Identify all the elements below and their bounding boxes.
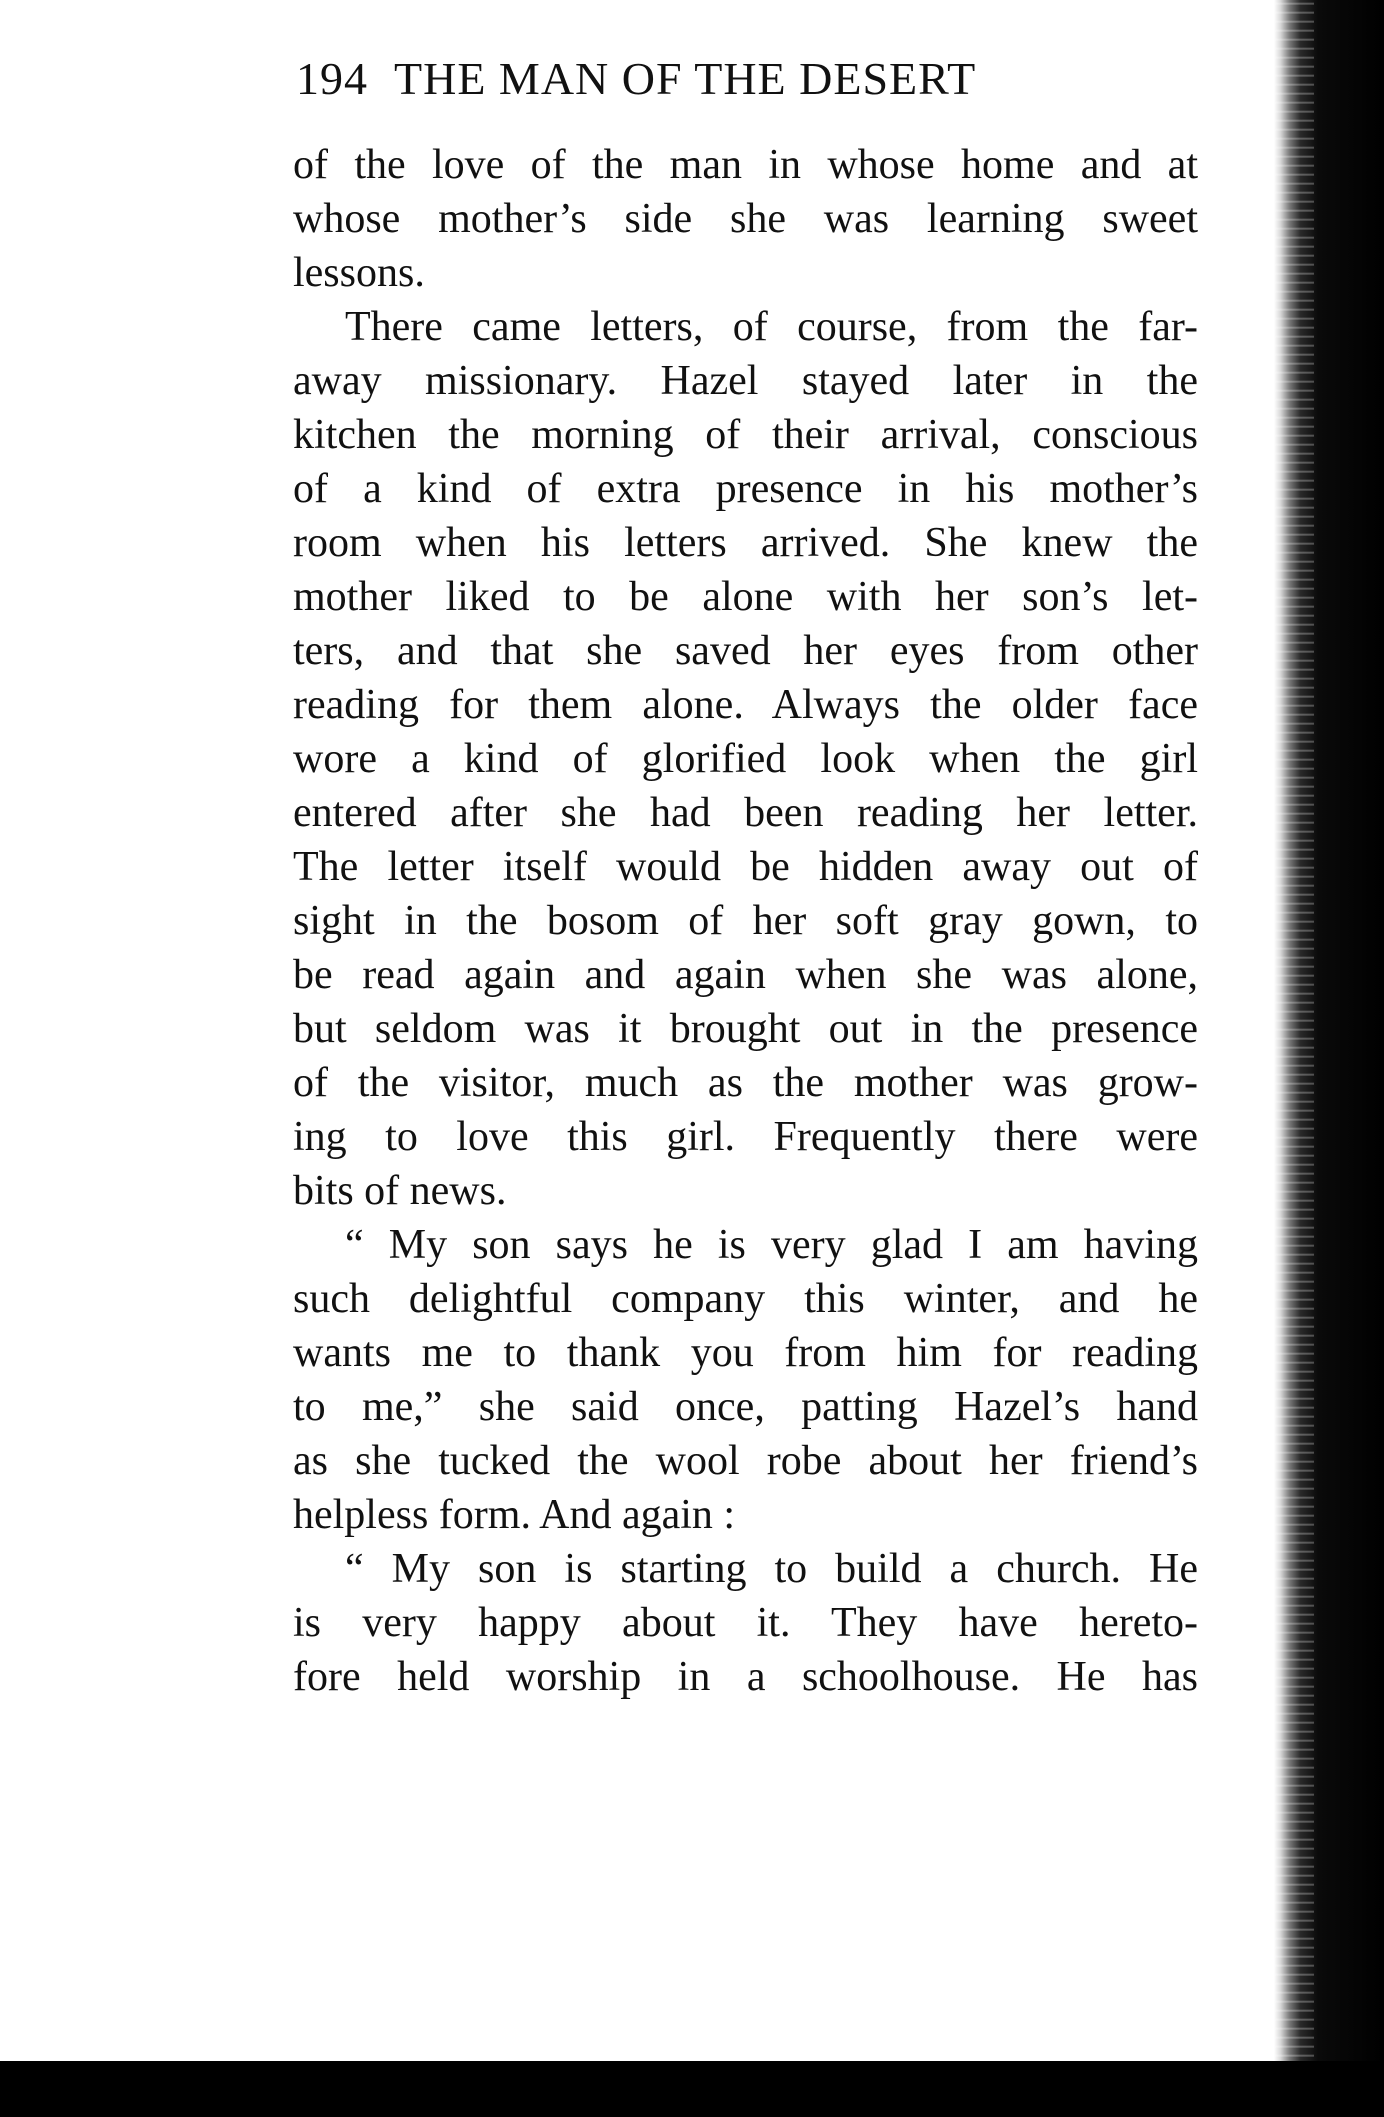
text-line: wants me to thank you from him for reading xyxy=(293,1330,1198,1376)
text-line: of the visitor, much as the mother was grow- xyxy=(293,1060,1198,1106)
text-line: fore held worship in a schoolhouse. He has xyxy=(293,1654,1198,1700)
text-line: as she tucked the wool robe about her friend’s xyxy=(293,1438,1198,1484)
text-line: sight in the bosom of her soft gray gown, to xyxy=(293,898,1198,944)
text-line: There came letters, of course, from the far- xyxy=(345,304,1198,350)
scan-edge-band xyxy=(0,2061,1384,2117)
text-line: entered after she had been reading her letter. xyxy=(293,790,1198,836)
text-line: room when his letters arrived. She knew the xyxy=(293,520,1198,566)
text-line: lessons. xyxy=(293,250,425,296)
text-line: ters, and that she saved her eyes from other xyxy=(293,628,1198,674)
text-line: kitchen the morning of their arrival, conscious xyxy=(293,412,1198,458)
text-line: is very happy about it. They have hereto- xyxy=(293,1600,1198,1646)
text-line: The letter itself would be hidden away out of xyxy=(293,844,1198,890)
text-line: whose mother’s side she was learning sweet xyxy=(293,196,1198,242)
text-line: of a kind of extra presence in his mother’s xyxy=(293,466,1198,512)
text-line: away missionary. Hazel stayed later in the xyxy=(293,358,1198,404)
page-number: 194 xyxy=(296,53,368,104)
text-line: such delightful company this winter, and he xyxy=(293,1276,1198,1322)
text-line: “ My son says he is very glad I am having xyxy=(345,1222,1198,1268)
running-header xyxy=(296,44,1196,114)
text-line: but seldom was it brought out in the presence xyxy=(293,1006,1198,1052)
text-line: bits of news. xyxy=(293,1168,507,1214)
body-text xyxy=(293,138,1198,1704)
text-line: helpless form. And again : xyxy=(293,1492,736,1538)
text-line: “ My son is starting to build a church. He xyxy=(345,1546,1198,1592)
text-line: mother liked to be alone with her son’s let- xyxy=(293,574,1198,620)
text-line: ing to love this girl. Frequently there were xyxy=(293,1114,1198,1160)
running-title: THE MAN OF THE DESERT xyxy=(394,53,977,104)
text-line: be read again and again when she was alone, xyxy=(293,952,1198,998)
text-line: of the love of the man in whose home and at xyxy=(293,142,1198,188)
text-line: wore a kind of glorified look when the girl xyxy=(293,736,1198,782)
text-line: reading for them alone. Always the older face xyxy=(293,682,1198,728)
text-line: to me,” she said once, patting Hazel’s hand xyxy=(293,1384,1198,1430)
binding-streaks xyxy=(1274,0,1314,2117)
